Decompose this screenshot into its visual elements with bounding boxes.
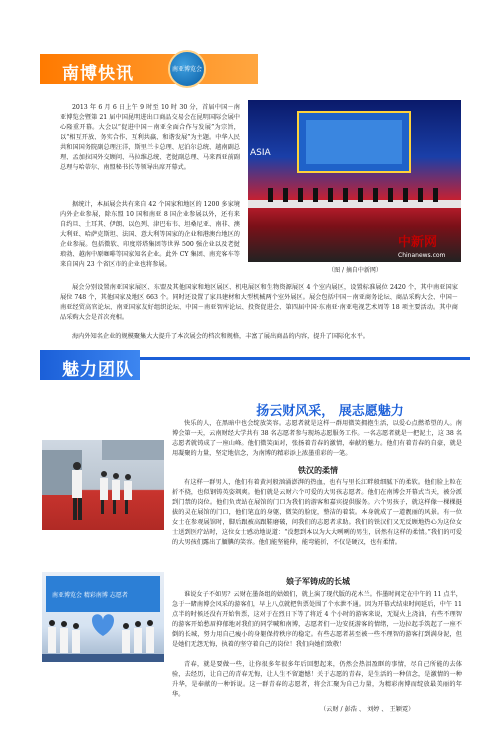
news-paragraph-3: 展会分别设置南亚国家展区、东盟及其他国家和地区展区、机电展区和生物资源展区 4 个室内展区，设置标准展位 2420 个，其中南亚国家展位 748 个，其他国家及地区 663 个。同时还设置了家具建材和大型机械两个室外展区。展会包括中国－南亚商务论坛、商品采购大会、中国－南亚经贸高官论坛、南亚国家友好组织论坛、中国－南亚智库论坛、投资促进会、第四届中国·东南亚·南亚电视艺术周等 18 项主要活动。其中商品采购大会是首次亮相。 (60, 284, 458, 321)
team-paragraph-great-wall: 谁说女子不如男？云财在墨备组的姑娘们，就上演了现代版的花木兰。作墨时间定在中午的 11 点半，急于一睹南博会风采的游客们，早上八点就把售票处围了个水泄不通。因为开幕式结束时间延后，中午 11 点半的时候还没有开始售票，这对于在烈日下等了将近 4 个小时的游客来说，无疑火上浇油，有些不理智的游客开始愁眉抑郁地对我们的同学喊和南博，志愿者们一边安抚游客的情绪，一边拉起手筑起了一座不倒的长城，努力用自己瘦小的身躯保持秩序的稳定。有些志愿者甚至被一些不理智的游客打到满身泥，但是她们无怨无悔，执着的坚守着自己的岗位！我们向她们致敬！ (172, 591, 462, 648)
team-paragraph-iron-men: 有这样一群男人，他们有着黄河般汹涌澎湃的热血，也有与里长江畔般细腻下的柔软。他们脸上粒在折不挠，也似钢铸英姿飒爽。他们就是云财六个可爱的大男孩志愿者。他们在南博会开幕式当天，被分派到门禁的岗位。他们负责站在展馆的门口为我们的游客和嘉宾提供服务。六个男孩子，就这样像一棵棵挺拔的灵在展馆的门口，他们笔直的身躯，微笑的脸庞，整洁的着装。本身就成了一道靓丽的风景。有一位女士在参观展馆时，脚后跟被高跟鞋磨破，问我们的志愿者求助。我们的铁汉们又无反顾地热心为这位女士送到医疗站时，这位女士感动地说道：“没想到本以为大大咧咧的男生，居然有这样的柔情。”我们的可爱的大男孩们露出了腼腆的笑容。他们能坚能伸，能弯能折，不仅是硬汉，也有柔情。 (172, 479, 462, 546)
team-banner-title: 魅力团队 (62, 360, 134, 380)
section-great-wall-title: 娘子军铸成的长城 (286, 576, 350, 586)
news-paragraph-4: 海内外知名企业的规模聚集大大提升了本次展会的档次和规格，丰富了展出商品的内容，提升了国际化水平。 (72, 333, 369, 340)
screen-text: ASIA (250, 148, 271, 158)
team-paragraph-youth: 青春，就是要做一些，让你很多年很多年后回想起来，仍然会热泪盈眶的事情，尽自己所能的去体验，去经历，让自己的青春无悔，让人生不留遗憾！关于志愿的青春，是生活的一种信念，是激情的一种升华，是奉献的一种诉说。这一群青春的志愿者，将会汇聚为自己力量，为精彩南博而绽放最美丽的年华。 (172, 661, 462, 698)
expo-logo-icon (168, 50, 206, 88)
expo-logo-text: 南亚博览会 (172, 66, 203, 73)
team-banner (40, 350, 140, 380)
volunteer-group-photo (42, 572, 164, 662)
news-paragraph-2: 据统计，本届展会共有来自 42 个国家和地区的 1200 多家境内外企业参展，除东盟 10 国和南亚 8 国企业参展以外，还有来自约旦、土耳其、伊朗、以色列、津巴布韦、坦桑尼亚、南非、澳大利亚、哈萨克斯坦、法国、意大利等国家的企业和港澳台地区的企业参展。包括微软、印度塔塔集团等世界 500 强企业以及老挝琅勃、越南中原咖啡等国家知名企业。此外 CY 集团、南充客车等来自国内 23 个省区市的企业也将参展。 (60, 201, 240, 268)
group-photo-sign: 南亚博览会 精彩南博 志愿者 (52, 592, 128, 599)
watermark-url: Chinanews.com (398, 252, 446, 259)
section-iron-men-title: 铁汉的柔情 (298, 465, 338, 475)
team-divider (140, 357, 470, 360)
volunteer-photo-1 (42, 440, 164, 530)
news-banner (40, 54, 258, 84)
expo-opening-photo (248, 100, 461, 262)
authors-credit: （云财 / 彭浩 、 刘婷 、 王颖霓） (320, 706, 415, 713)
news-paragraph-1: 2013 年 6 月 6 日上午 9 时至 10 时 30 分，首届中国－南亚博览会暨第 21 届中国昆明进出口商品交易会在昆明国际会展中心隆重开幕。大会以“促进中国－南亚全面合作与发展”为宗旨，以“相互开放、务实合作、互利共赢、和谐发展”为主题。中华人民共和国国务院副总理汪洋，斯里兰卡总理、尼泊尔总统、越南副总理、孟加拉国外交顾问、马拉维总统、老挝副总理、马来西亚前副总理与哈蒂尔、南盟秘书长等领导出席开幕式。 (60, 104, 240, 171)
team-heading: 扬云财风采， 展志愿魅力 (256, 404, 404, 419)
news-banner-title: 南博快讯 (62, 64, 134, 84)
watermark-text: 中新网 (398, 235, 438, 250)
team-intro: 快乐的人，在黑暗中也会绽放笑容。志愿者就是这样一群用微笑拥抱生活，以爱心点燃希望的人。南博会第一天，云南财经大学共有 38 名志愿者参与现场志愿服务工作。一名志愿者就是一把泥土，这 38 名志愿者就铸成了一座山峰。他们微笑面对，张扬着青春的激情，奉献的魅力。他们有着青春的自豪，就是用凝聚的力量，坚定地信念，为南博的精彩添上浓墨重彩的一笔。 (172, 420, 462, 457)
photo-caption: （图 / 摘自中新网） (328, 267, 382, 274)
